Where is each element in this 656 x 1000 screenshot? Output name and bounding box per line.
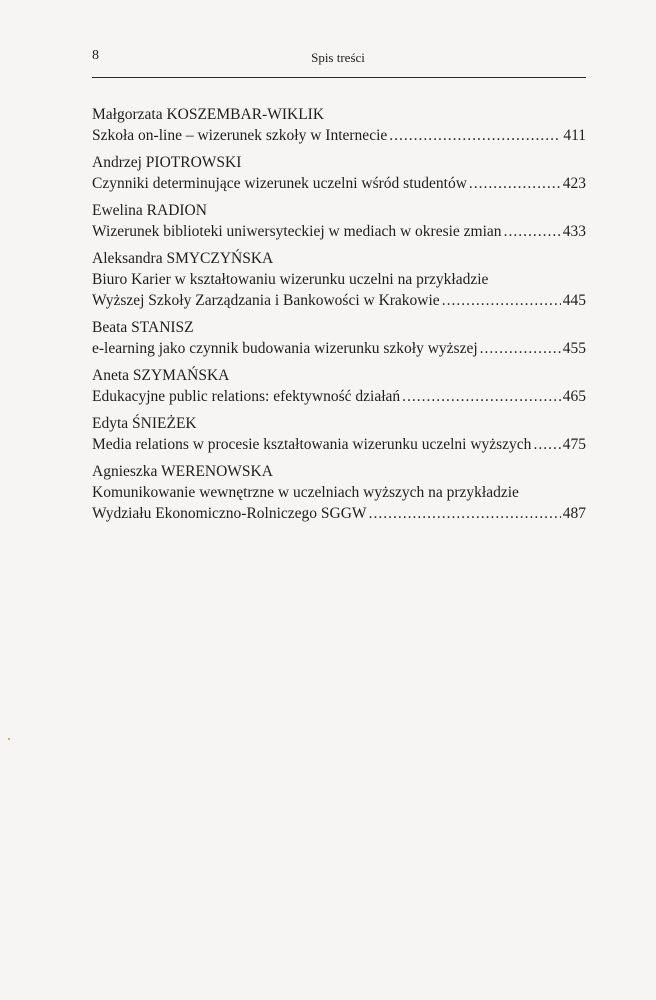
toc-entry bbox=[92, 461, 586, 524]
entry-author: Agnieszka WERENOWSKA bbox=[92, 463, 273, 480]
header-rule bbox=[92, 77, 586, 78]
toc-entry bbox=[92, 317, 586, 359]
page-header bbox=[92, 48, 584, 70]
dot-leader bbox=[402, 386, 561, 407]
entry-author: Małgorzata KOSZEMBAR-WIKLIK bbox=[92, 106, 325, 123]
entry-title-line bbox=[92, 221, 586, 242]
entry-title: Czynniki determinujące wizerunek uczelni wśród studentów bbox=[92, 175, 467, 192]
entry-title: Biuro Karier w kształtowaniu wizerunku uczelni na przykładzie bbox=[92, 271, 489, 288]
page-number: 8 bbox=[92, 48, 99, 63]
entry-page-number: 411 bbox=[563, 127, 586, 144]
dot-leader bbox=[469, 173, 561, 194]
entry-title-line bbox=[92, 338, 586, 359]
entry-page-number: 423 bbox=[562, 175, 586, 192]
entry-author: Beata STANISZ bbox=[92, 319, 194, 336]
entry-page-number: 445 bbox=[562, 292, 586, 309]
dot-leader bbox=[442, 290, 561, 311]
entry-title: Komunikowanie wewnętrzne w uczelniach wyższych na przykładzie bbox=[92, 484, 519, 501]
table-of-contents bbox=[92, 104, 586, 530]
entry-title-line bbox=[92, 125, 586, 146]
entry-page-number: 475 bbox=[562, 436, 586, 453]
scan-speck bbox=[8, 738, 10, 740]
toc-entry bbox=[92, 248, 586, 311]
toc-entry bbox=[92, 200, 586, 242]
entry-title-line bbox=[92, 503, 586, 524]
entry-author: Andrzej PIOTROWSKI bbox=[92, 154, 242, 171]
entry-title: Edukacyjne public relations: efektywność działań bbox=[92, 388, 401, 405]
entry-author: Aleksandra SMYCZYŃSKA bbox=[92, 250, 274, 267]
entry-page-number: 465 bbox=[562, 388, 586, 405]
toc-entry bbox=[92, 152, 586, 194]
entry-title-continuation: Wydziału Ekonomiczno-Rolniczego SGGW bbox=[92, 505, 367, 522]
dot-leader bbox=[369, 503, 561, 524]
entry-title-line bbox=[92, 173, 586, 194]
entry-title: Szkoła on-line – wizerunek szkoły w Internecie bbox=[92, 127, 388, 144]
entry-author: Ewelina RADION bbox=[92, 202, 207, 219]
toc-entry bbox=[92, 413, 586, 455]
entry-page-number: 455 bbox=[562, 340, 586, 357]
entry-title-line bbox=[92, 290, 586, 311]
dot-leader bbox=[533, 434, 560, 455]
entry-title-continuation: Wyższej Szkoły Zarządzania i Bankowości w Krakowie bbox=[92, 292, 440, 309]
entry-page-number: 487 bbox=[562, 505, 586, 522]
dot-leader bbox=[480, 338, 561, 359]
entry-title: e-learning jako czynnik budowania wizerunku szkoły wyższej bbox=[92, 340, 478, 357]
entry-title: Wizerunek biblioteki uniwersyteckiej w mediach w okresie zmian bbox=[92, 223, 502, 240]
running-title: Spis treści bbox=[311, 50, 365, 65]
toc-entry bbox=[92, 365, 586, 407]
entry-page-number: 433 bbox=[562, 223, 586, 240]
entry-title: Media relations w procesie kształtowania wizerunku uczelni wyższych bbox=[92, 436, 532, 453]
entry-author: Edyta ŚNIEŻEK bbox=[92, 415, 197, 432]
entry-title-line bbox=[92, 386, 586, 407]
entry-author: Aneta SZYMAŃSKA bbox=[92, 367, 230, 384]
toc-entry bbox=[92, 104, 586, 146]
dot-leader bbox=[504, 221, 561, 242]
entry-title-line bbox=[92, 434, 586, 455]
dot-leader bbox=[389, 125, 561, 146]
